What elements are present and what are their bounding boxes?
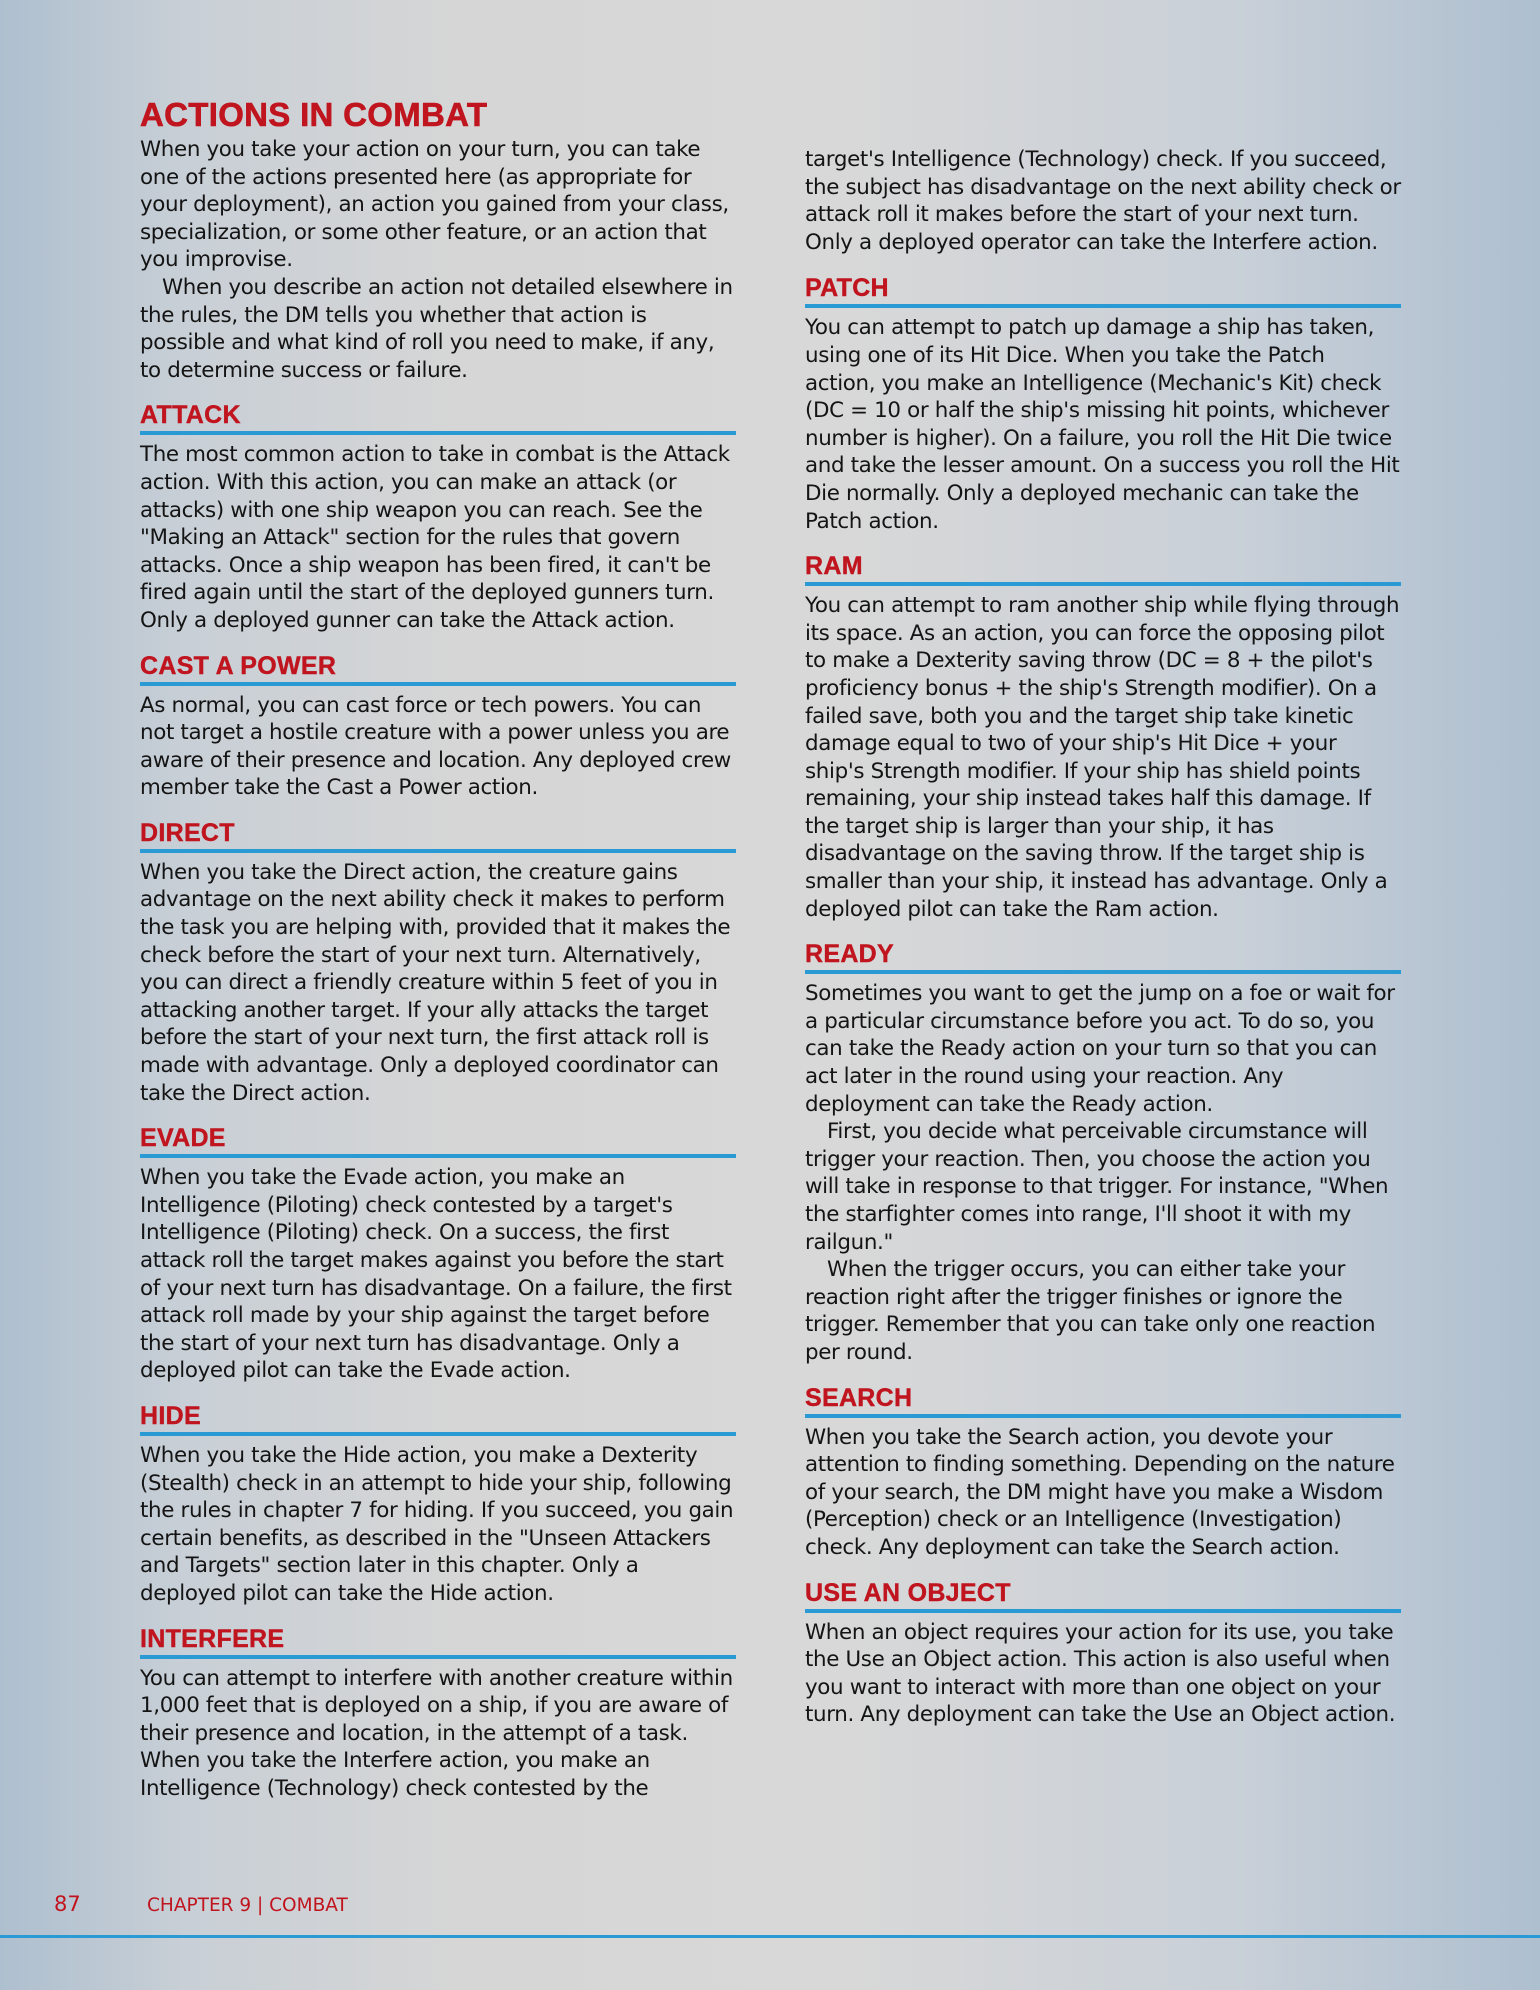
section-paragraph: When the trigger occurs, you can either take your reaction right after the trigger finishes or ignore the trigger. Remember that you can take only one reaction per round. bbox=[805, 1257, 1376, 1365]
section-heading: PATCH bbox=[805, 274, 1401, 308]
section-paragraph: When you take the Evade action, you make an Intelligence (Piloting) check contested by a target's Intelligence (Piloting) check. On a success, the first attack roll the target makes against you before the start of your next turn has disadvantage. On a failure, the first attack roll made by your ship against the target before the start of your next turn has disadvantage. Only a deployed pilot can take the Evade action. bbox=[140, 1165, 732, 1384]
section-patch bbox=[805, 274, 1401, 535]
section-ready bbox=[805, 940, 1401, 1366]
section-heading: USE AN OBJECT bbox=[805, 1579, 1401, 1613]
section-heading: INTERFERE bbox=[140, 1625, 736, 1659]
section-use-an-object bbox=[805, 1579, 1401, 1729]
section-paragraph: First, you decide what perceivable circumstance will trigger your reaction. Then, you choose the action you will take in response to that trigger. For instance, "When the starfighter comes into range, I'll shoot it with my railgun." bbox=[805, 1119, 1389, 1255]
right-column bbox=[805, 146, 1401, 1729]
section-paragraph: You can attempt to ram another ship while flying through its space. As an action, you can force the opposing pilot to make a Dexterity saving throw (DC = 8 + the pilot's proficiency bonus + the ship's Strength modifier). On a failed save, both you and the target ship take kinetic damage equal to two of your ship's Hit Dice + your ship's Strength modifier. If your ship has shield points remaining, your ship instead takes half this damage. If the target ship is larger than your ship, it has disadvantage on the saving throw. If the target ship is smaller than your ship, it instead has advantage. Only a deployed pilot can take the Ram action. bbox=[805, 593, 1400, 922]
intro-paragraph: When you describe an action not detailed elsewhere in the rules, the DM tells you whether that action is possible and what kind of roll you need to make, if any, to determine success or failure. bbox=[140, 274, 733, 383]
intro-paragraph: When you take your action on your turn, you can take one of the actions presented here (as appropriate for your deployment), an action you gained from your class, specialization, or some other feature, or an action that you improvise. bbox=[140, 137, 729, 273]
section-paragraph: You can attempt to interfere with another creature within 1,000 feet that is deployed on a ship, if you are aware of their presence and location, in the attempt of a task. When you take the Interfere action, you make an Intelligence (Technology) check contested by the bbox=[140, 1665, 733, 1801]
section-interfere bbox=[140, 1625, 736, 1803]
section-heading: SEARCH bbox=[805, 1384, 1401, 1418]
section-paragraph: You can attempt to patch up damage a ship has taken, using one of its Hit Dice. When you take the Patch action, you make an Intelligence (Mechanic's Kit) check (DC = 10 or half the ship's missing hit points, whichever number is higher). On a failure, you roll the Hit Die twice and take the lesser amount. On a success you roll the Hit Die normally. Only a deployed mechanic can take the Patch action. bbox=[805, 315, 1400, 534]
section-heading: EVADE bbox=[140, 1124, 736, 1158]
section-paragraph: As normal, you can cast force or tech powers. You can not target a hostile creature with a power unless you are aware of their presence and location. Any deployed crew member take the Cast a Power action. bbox=[140, 692, 731, 801]
section-paragraph: The most common action to take in combat is the Attack action. With this action, you can make an attack (or attacks) with one ship weapon you can reach. See the "Making an Attack" section for the rules that govern attacks. Once a ship weapon has been fired, it can't be fired again until the start of the deployed gunners turn. Only a deployed gunner can take the Attack action. bbox=[140, 442, 730, 633]
continued-paragraph: target's Intelligence (Technology) check. If you succeed, the subject has disadvantage on the next ability check or attack roll it makes before the start of your next turn. Only a deployed operator can take the Interfere action. bbox=[805, 147, 1401, 255]
page-title: ACTIONS IN COMBAT bbox=[140, 96, 488, 133]
section-paragraph: When you take the Direct action, the creature gains advantage on the next ability check it makes to perform the task you are helping with, provided that it makes the check before the start of your next turn. Alternatively, you can direct a friendly creature within 5 feet of you in attacking another target. If your ally attacks the target before the start of your next turn, the first attack roll is made with advantage. Only a deployed coordinator can take the Direct action. bbox=[140, 859, 731, 1106]
section-heading: RAM bbox=[805, 552, 1401, 586]
section-paragraph: Sometimes you want to get the jump on a foe or wait for a particular circumstance before you act. To do so, you can take the Ready action on your turn so that you can act later in the round using your reaction. Any deployment can take the Ready action. bbox=[805, 981, 1395, 1117]
section-ram bbox=[805, 552, 1401, 923]
section-direct bbox=[140, 819, 736, 1107]
section-paragraph: When an object requires your action for its use, you take the Use an Object action. This action is also useful when you want to interact with more than one object on your turn. Any deployment can take the Use an Object action. bbox=[805, 1619, 1396, 1728]
footer-rule bbox=[0, 1935, 1540, 1938]
section-hide bbox=[140, 1402, 736, 1608]
page-number: 87 bbox=[54, 1892, 81, 1916]
section-heading: HIDE bbox=[140, 1402, 736, 1436]
section-heading: DIRECT bbox=[140, 819, 736, 853]
section-heading: ATTACK bbox=[140, 401, 736, 435]
section-search bbox=[805, 1384, 1401, 1562]
section-heading: CAST A POWER bbox=[140, 652, 736, 686]
section-paragraph: When you take the Hide action, you make a Dexterity (Stealth) check in an attempt to hide your ship, following the rules in chapter 7 for hiding. If you succeed, you gain certain benefits, as described in the "Unseen Attackers and Targets" section later in this chapter. Only a deployed pilot can take the Hide action. bbox=[140, 1442, 734, 1606]
section-paragraph: When you take the Search action, you devote your attention to finding something. Depending on the nature of your search, the DM might have you make a Wisdom (Perception) check or an Intelligence (Investigation) check. Any deployment can take the Search action. bbox=[805, 1424, 1395, 1560]
section-cast-a-power bbox=[140, 652, 736, 802]
section-evade bbox=[140, 1124, 736, 1385]
section-attack bbox=[140, 401, 736, 634]
chapter-label: CHAPTER 9 | COMBAT bbox=[147, 1895, 348, 1916]
section-heading: READY bbox=[805, 940, 1401, 974]
left-column bbox=[140, 96, 736, 1803]
